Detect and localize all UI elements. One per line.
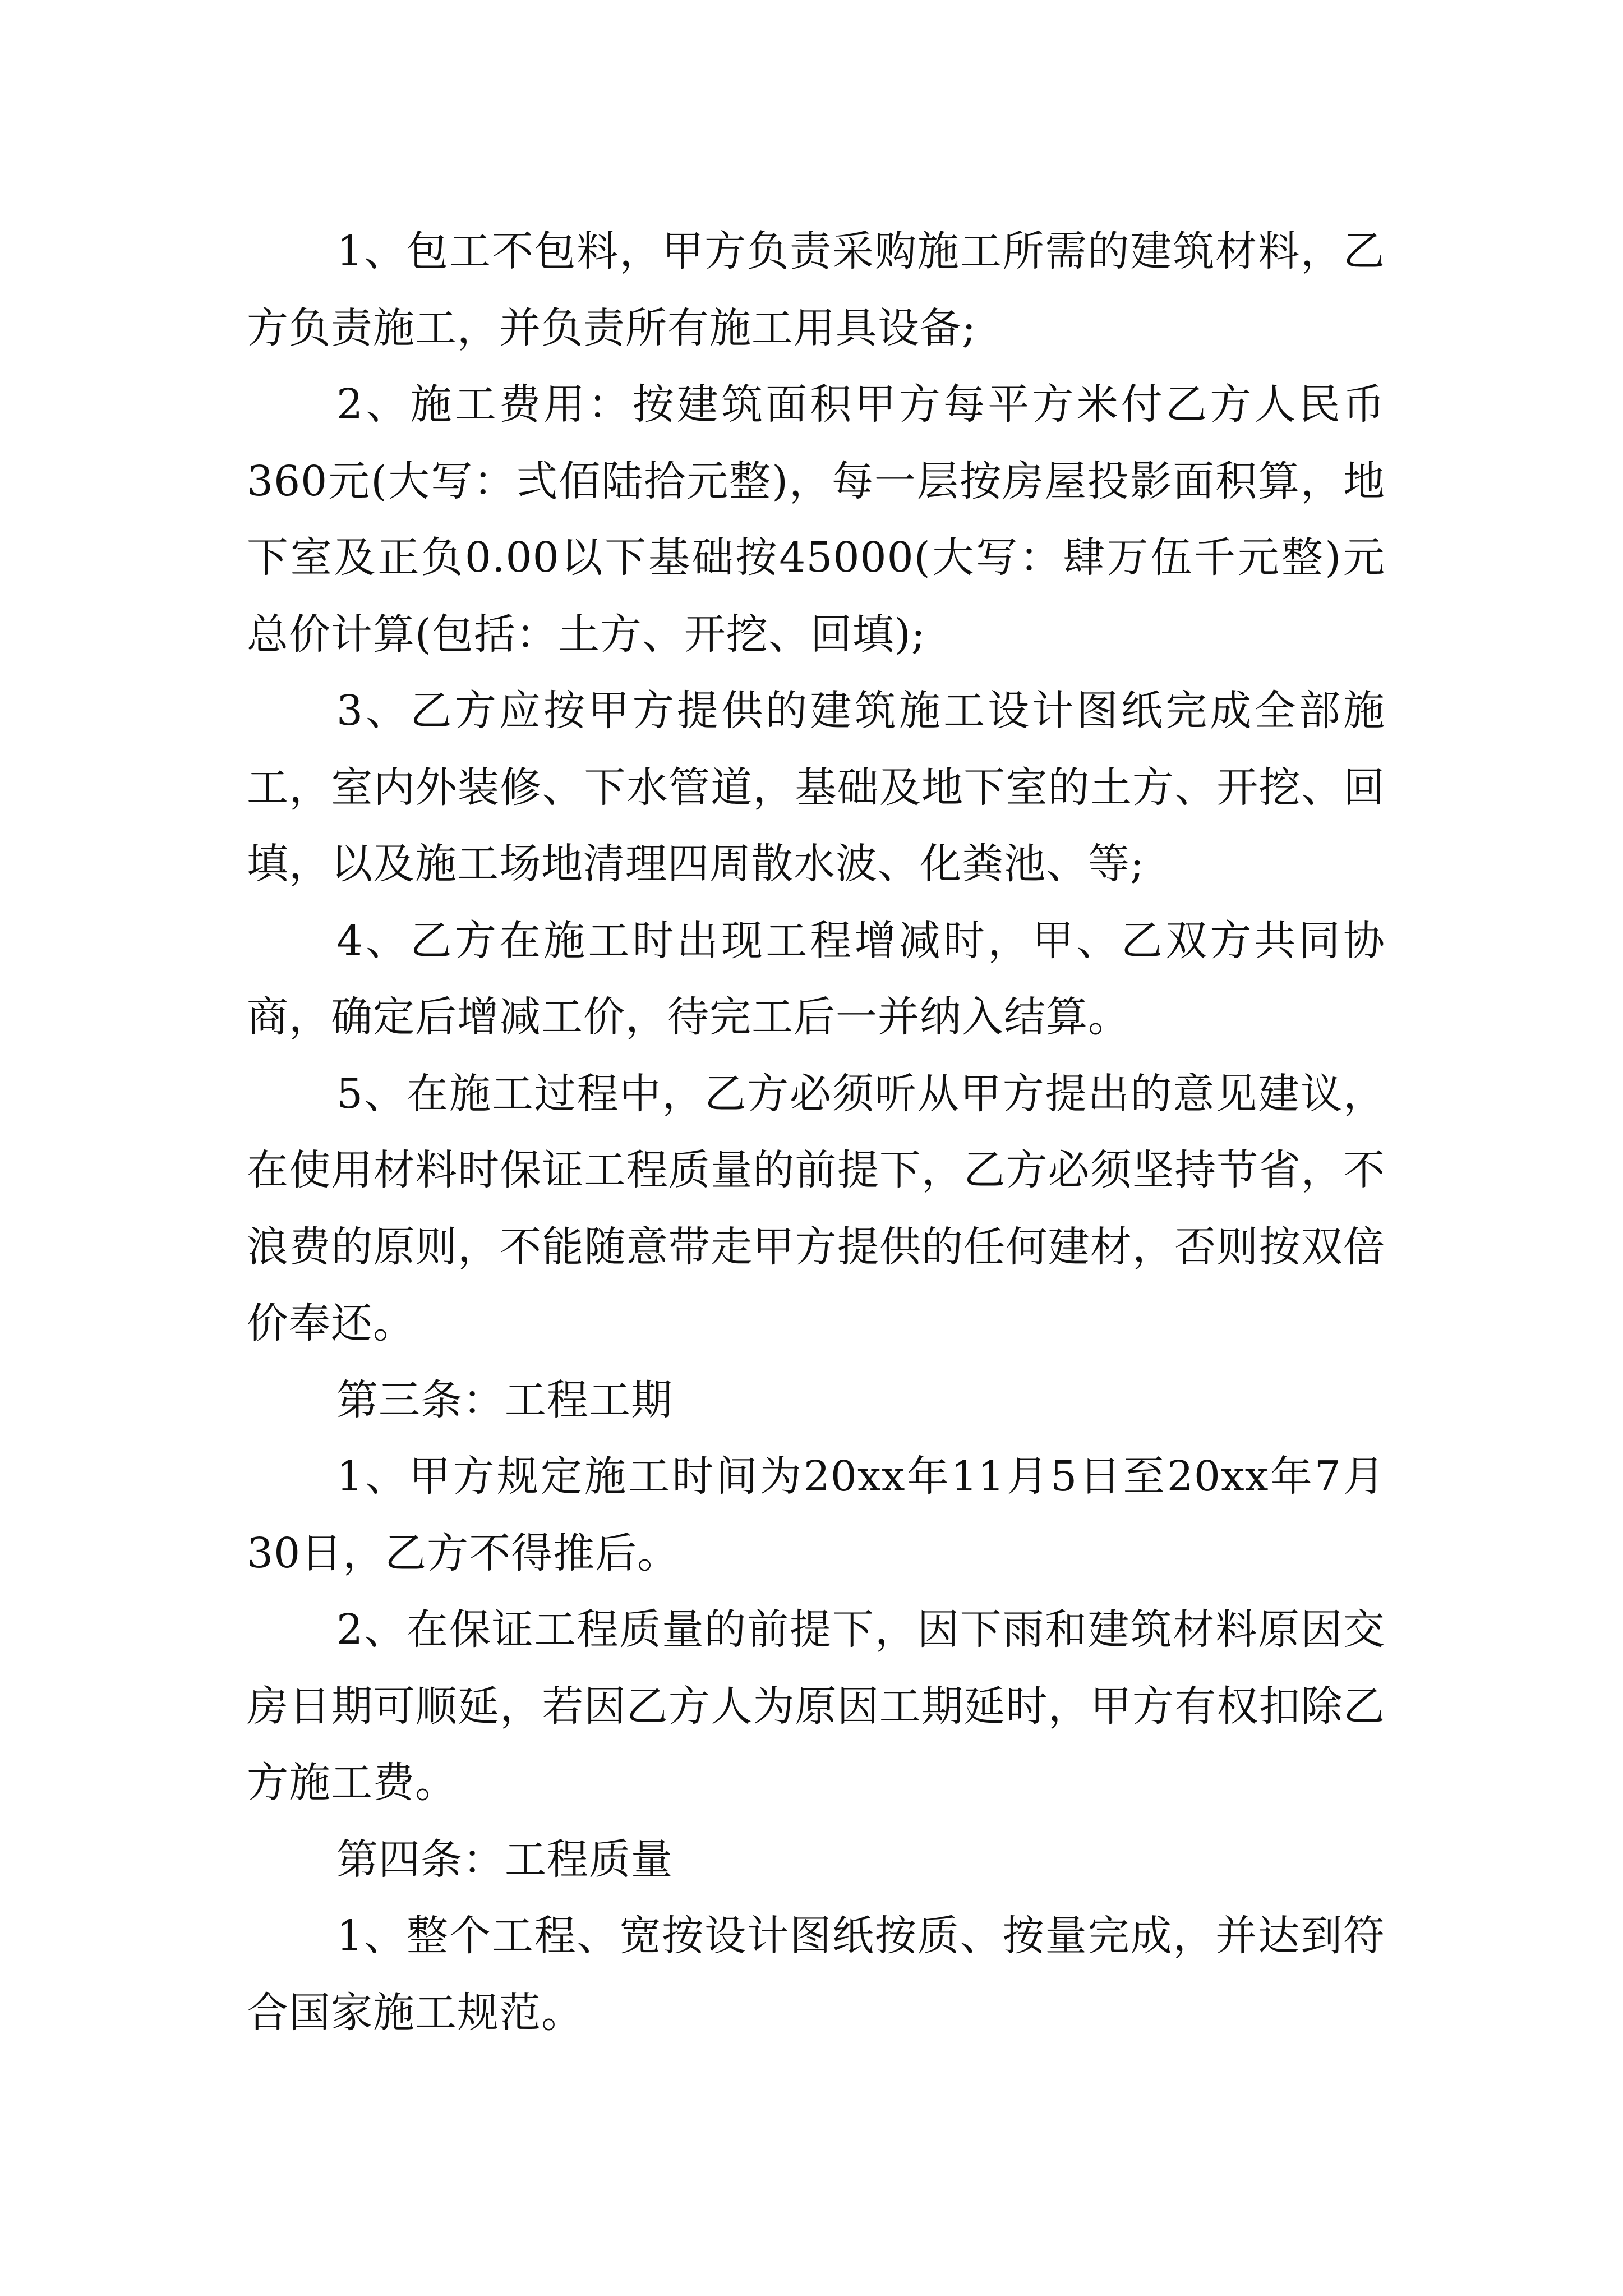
clause-paragraph: 1、包工不包料，甲方负责采购施工所需的建筑材料，乙方负责施工，并负责所有施工用具设备;: [247, 227, 1385, 352]
clause-paragraph: 1、整个工程、宽按设计图纸按质、按量完成，并达到符合国家施工规范。: [247, 1912, 1385, 2037]
clause-paragraph: 1、甲方规定施工时间为20xx年11月5日至20xx年7月30日，乙方不得推后。: [247, 1452, 1385, 1577]
clause-paragraph: 4、乙方在施工时出现工程增减时，甲、乙双方共同协商，确定后增减工价，待完工后一并纳入结算。: [247, 916, 1385, 1041]
clause-paragraph: 2、在保证工程质量的前提下，因下雨和建筑材料原因交房日期可顺延，若因乙方人为原因工期延时，甲方有权扣除乙方施工费。: [247, 1605, 1385, 1807]
section-heading: 第三条：工程工期: [336, 1375, 673, 1424]
clause-paragraph: 5、在施工过程中，乙方必须听从甲方提出的意见建议，在使用材料时保证工程质量的前提下，乙方必须坚持节省，不浪费的原则，不能随意带走甲方提供的任何建材，否则按双倍价奉还。: [247, 1069, 1385, 1347]
document-body: [247, 213, 1385, 2051]
section-heading: 第四条：工程质量: [336, 1835, 673, 1884]
clause-paragraph: 3、乙方应按甲方提供的建筑施工设计图纸完成全部施工，室内外装修、下水管道，基础及地下室的土方、开挖、回填，以及施工场地清理四周散水波、化粪池、等;: [247, 687, 1385, 888]
clause-paragraph: 2、施工费用：按建筑面积甲方每平方米付乙方人民币360元(大写：弍佰陆拾元整)，每一层按房屋投影面积算，地下室及正负0.00以下基础按45000(大写：肆万伍千元整)元总价计算(包括：土方、开挖、回填);: [247, 380, 1385, 659]
